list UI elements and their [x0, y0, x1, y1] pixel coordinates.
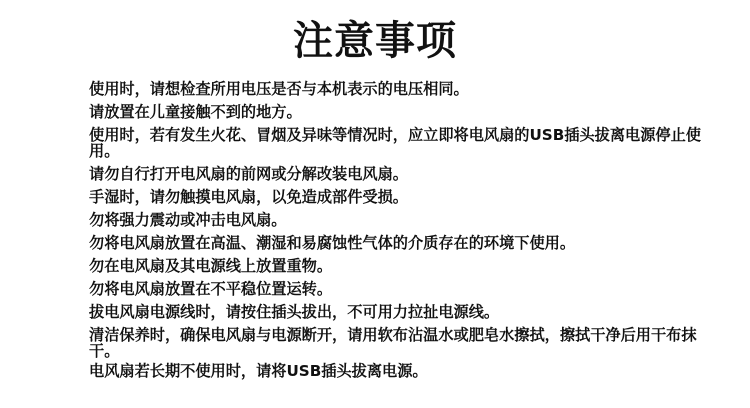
precaution-item-10: 拔电风扇电源线时，请按住插头拔出，不可用力拉扯电源线。 [89, 303, 500, 321]
precaution-item-5: 手湿时，请勿触摸电风扇，以免造成部件受损。 [89, 188, 408, 206]
precaution-item-1: 使用时，请想检查所用电压是否与本机表示的电压相同。 [89, 80, 469, 98]
precaution-item-4: 请勿自行打开电风扇的前网或分解改装电风扇。 [89, 165, 408, 183]
precaution-item-8: 勿在电风扇及其电源线上放置重物。 [89, 257, 332, 275]
precaution-item-12: 电风扇若长期不使用时，请将USB插头拔离电源。 [89, 362, 428, 380]
precaution-item-9: 勿将电风扇放置在不平稳位置运转。 [89, 280, 332, 298]
precaution-item-3: 使用时，若有发生火花、冒烟及异味等情况时，应立即将电风扇的USB插头拔离电源停止使用。 [89, 126, 701, 160]
precaution-item-11: 清洁保养时，确保电风扇与电源断开，请用软布沾温水或肥皂水擦拭，擦拭干净后用干布抹干。 [89, 326, 697, 360]
precaution-item-7: 勿将电风扇放置在高温、潮湿和易腐蚀性气体的介质存在的环境下使用。 [89, 234, 575, 252]
precaution-item-2: 请放置在儿童接触不到的地方。 [89, 103, 302, 121]
precautions-list [89, 81, 709, 386]
precaution-item-6: 勿将强力震动或冲击电风扇。 [89, 211, 287, 229]
page-title: 注意事项 [293, 18, 457, 64]
